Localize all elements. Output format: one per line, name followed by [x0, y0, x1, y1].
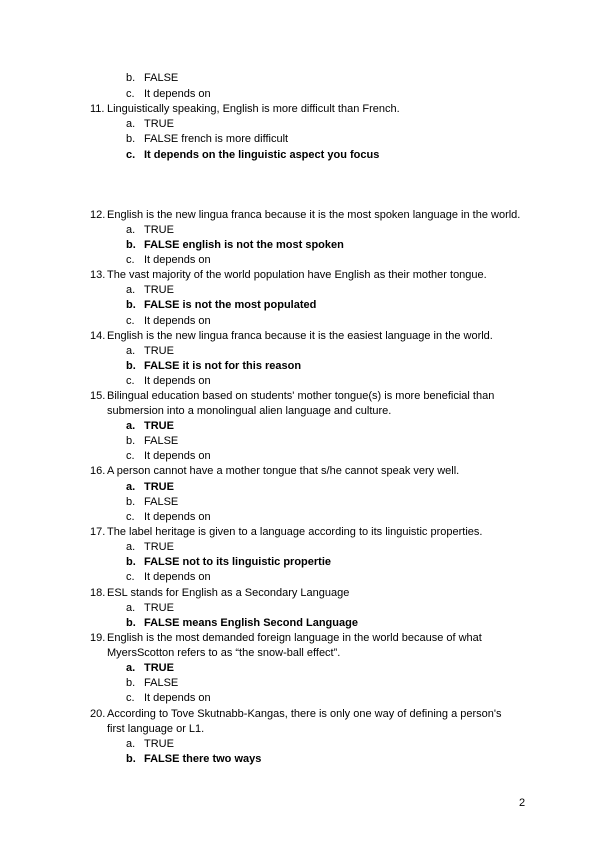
question-text: English is the new lingua franca because it is the easiest language in the world. [107, 330, 493, 342]
question-18: 18. ESL stands for English as a Secondary Language [90, 587, 350, 599]
option-text: It depends on [144, 375, 211, 387]
option-item-selected: b. FALSE is not the most populated [126, 299, 317, 311]
question-text-continued: submersion into a monolingual alien language and culture. [107, 405, 392, 417]
question-19: 19. English is the most demanded foreign language in the world because of what [90, 632, 482, 644]
option-item: c. It depends on [126, 88, 211, 100]
question-text: A person cannot have a mother tongue that s/he cannot speak very well. [107, 465, 460, 477]
option-item: a. TRUE [126, 738, 174, 750]
option-text: TRUE [144, 284, 174, 296]
option-text: TRUE [144, 345, 174, 357]
option-item-selected: b. FALSE there two ways [126, 753, 262, 765]
option-item: c. It depends on [126, 315, 211, 327]
question-text: The vast majority of the world population have English as their mother tongue. [107, 269, 487, 281]
question-text: English is the most demanded foreign language in the world because of what [107, 632, 482, 644]
option-text: It depends on [144, 254, 211, 266]
question-text: According to Tove Skutnabb-Kangas, there is only one way of defining a person's [107, 708, 502, 720]
question-text: English is the new lingua franca because it is the most spoken language in the world. [107, 209, 521, 221]
question-11: 11. Linguistically speaking, English is more difficult than French. [90, 103, 400, 115]
option-item: b. FALSE [126, 72, 179, 84]
option-item-selected: c. It depends on the linguistic aspect you focus [126, 149, 380, 161]
option-text: It depends on [144, 571, 211, 583]
option-item: b. FALSE [126, 677, 179, 689]
option-item-selected: a. TRUE [126, 662, 174, 674]
option-item: c. It depends on [126, 450, 211, 462]
option-text: TRUE [144, 541, 174, 553]
option-item-selected: b. FALSE means English Second Language [126, 617, 358, 629]
option-text: FALSE means English Second Language [144, 617, 358, 629]
question-17: 17. The label heritage is given to a language according to its linguistic properties. [90, 526, 483, 538]
question-15: 15. Bilingual education based on students' mother tongue(s) is more beneficial than [90, 390, 495, 402]
question-text: The label heritage is given to a language according to its linguistic properties. [107, 526, 483, 538]
option-item: a. TRUE [126, 541, 174, 553]
option-item-selected: a. TRUE [126, 420, 174, 432]
option-text: FALSE is not the most populated [144, 299, 317, 311]
question-13: 13. The vast majority of the world population have English as their mother tongue. [90, 269, 487, 281]
option-text: TRUE [144, 224, 174, 236]
option-item: a. TRUE [126, 284, 174, 296]
option-text: FALSE [144, 435, 179, 447]
option-text: FALSE english is not the most spoken [144, 239, 344, 251]
option-item: a. TRUE [126, 345, 174, 357]
option-item: c. It depends on [126, 692, 211, 704]
question-16: 16. A person cannot have a mother tongue that s/he cannot speak very well. [90, 465, 460, 477]
option-text: TRUE [144, 118, 174, 130]
option-item: a. TRUE [126, 602, 174, 614]
option-item: c. It depends on [126, 254, 211, 266]
page-number: 2 [519, 797, 526, 809]
option-item-selected: b. FALSE it is not for this reason [126, 360, 302, 372]
option-item: a. TRUE [126, 118, 174, 130]
option-text: It depends on the linguistic aspect you focus [144, 149, 380, 161]
option-item: b. FALSE [126, 496, 179, 508]
option-text: FALSE [144, 72, 179, 84]
option-text: It depends on [144, 315, 211, 327]
question-text-continued: first language or L1. [107, 723, 205, 735]
option-text: TRUE [144, 602, 174, 614]
question-text-continued: MyersScotton refers to as “the snow-ball effect”. [107, 647, 341, 659]
option-text: FALSE [144, 496, 179, 508]
option-text: FALSE it is not for this reason [144, 360, 302, 372]
option-text: TRUE [144, 662, 174, 674]
option-item: c. It depends on [126, 375, 211, 387]
question-14: 14. English is the new lingua franca because it is the easiest language in the world. [90, 330, 493, 342]
option-text: FALSE not to its linguistic propertie [144, 556, 332, 568]
option-text: FALSE french is more difficult [144, 133, 289, 145]
option-text: FALSE [144, 677, 179, 689]
question-text: Bilingual education based on students' mother tongue(s) is more beneficial than [107, 390, 495, 402]
option-text: TRUE [144, 481, 174, 493]
option-text: TRUE [144, 420, 174, 432]
question-20: 20. According to Tove Skutnabb-Kangas, there is only one way of defining a person's [90, 708, 502, 720]
option-text: It depends on [144, 88, 211, 100]
option-text: It depends on [144, 511, 211, 523]
question-12: 12. English is the new lingua franca because it is the most spoken language in the world. [90, 209, 521, 221]
option-item: c. It depends on [126, 571, 211, 583]
option-text: It depends on [144, 450, 211, 462]
option-item: b. FALSE french is more difficult [126, 133, 289, 145]
option-text: FALSE there two ways [144, 753, 262, 765]
option-text: TRUE [144, 738, 174, 750]
option-item-selected: b. FALSE not to its linguistic propertie [126, 556, 332, 568]
option-item-selected: a. TRUE [126, 481, 174, 493]
option-text: It depends on [144, 692, 211, 704]
option-item: a. TRUE [126, 224, 174, 236]
question-text: Linguistically speaking, English is more difficult than French. [107, 103, 400, 115]
option-item: b. FALSE [126, 435, 179, 447]
option-item: c. It depends on [126, 511, 211, 523]
option-item-selected: b. FALSE english is not the most spoken [126, 239, 344, 251]
question-text: ESL stands for English as a Secondary Language [107, 587, 350, 599]
